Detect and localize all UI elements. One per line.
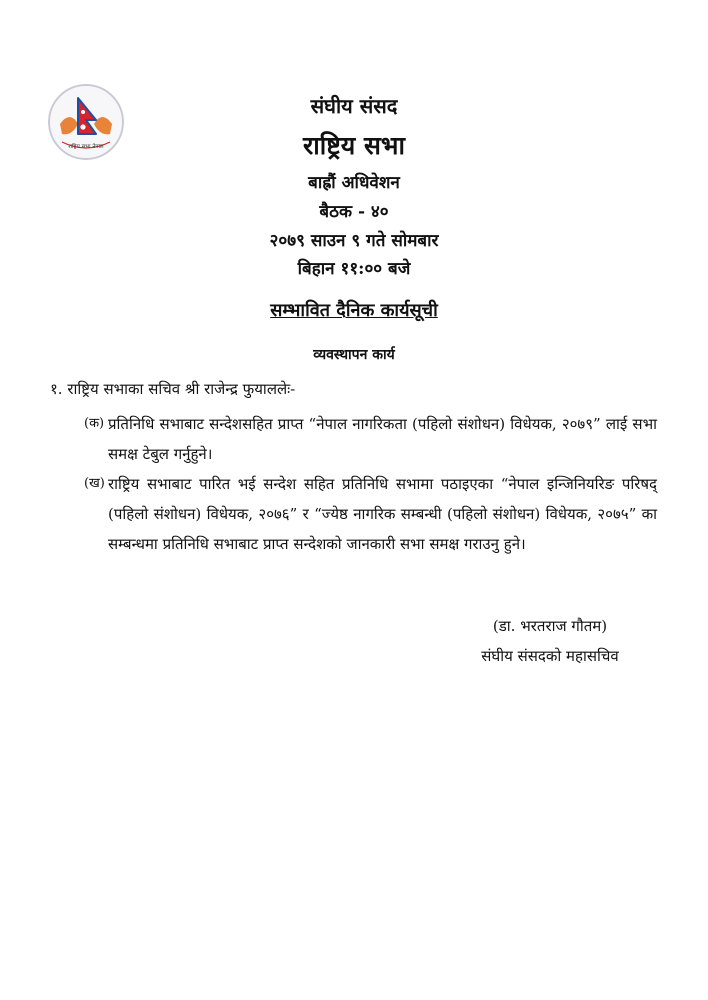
subitem-b-text: राष्ट्रिय सभाबाट पारित भई सन्देश सहित प्रतिनिधि सभामा पठाइएका “नेपाल इन्जिनियरिङ परिषद् (पहिलो संशोधन) विधेयक, २०७६” र “ज्येष्ठ नागरिक सम्बन्धी (पहिलो संशोधन) विधेयक, २०७५” का सम्बन्धमा प्रतिनिधि सभाबाट प्राप्त सन्देशको जानकारी सभा समक्ष गराउनु हुने। — [108, 475, 657, 553]
signatory-title: संघीय संसदको महासचिव — [481, 647, 619, 665]
subitem-a-text: प्रतिनिधि सभाबाट सन्देशसहित प्राप्त “नेपाल नागरिकता (पहिलो संशोधन) विधेयक, २०७९” लाई सभा समक्ष टेबुल गर्नुहुने। — [108, 415, 657, 463]
agenda-item-1: १. राष्ट्रिय सभाका सचिव श्री राजेन्द्र फुयाललेः- — [50, 380, 296, 398]
subitem-b-marker: (ख) — [84, 476, 105, 491]
meeting-number: बैठक - ४० — [319, 202, 389, 222]
svg-text:राष्ट्रिय सभा नेपाल: राष्ट्रिय सभा नेपाल — [68, 144, 104, 150]
parliament-name: संघीय संसद — [310, 94, 398, 118]
agenda-title: सम्भावित दैनिक कार्यसूची — [270, 300, 438, 321]
subitem-a-marker: (क) — [84, 416, 105, 431]
meeting-date: २०७९ साउन ९ गते सोमबार — [269, 231, 439, 251]
house-name: राष्ट्रिय सभा — [303, 131, 405, 160]
agenda-subitem-b — [84, 469, 657, 559]
section-heading: व्यवस्थापन कार्य — [313, 347, 395, 363]
meeting-time: बिहान ११:०० बजे — [297, 259, 411, 279]
agenda-subitem-a — [84, 409, 657, 469]
session-label: बाह्रौं अधिवेशन — [308, 173, 400, 193]
signatory-name: (डा. भरतराज गौतम) — [492, 617, 608, 635]
